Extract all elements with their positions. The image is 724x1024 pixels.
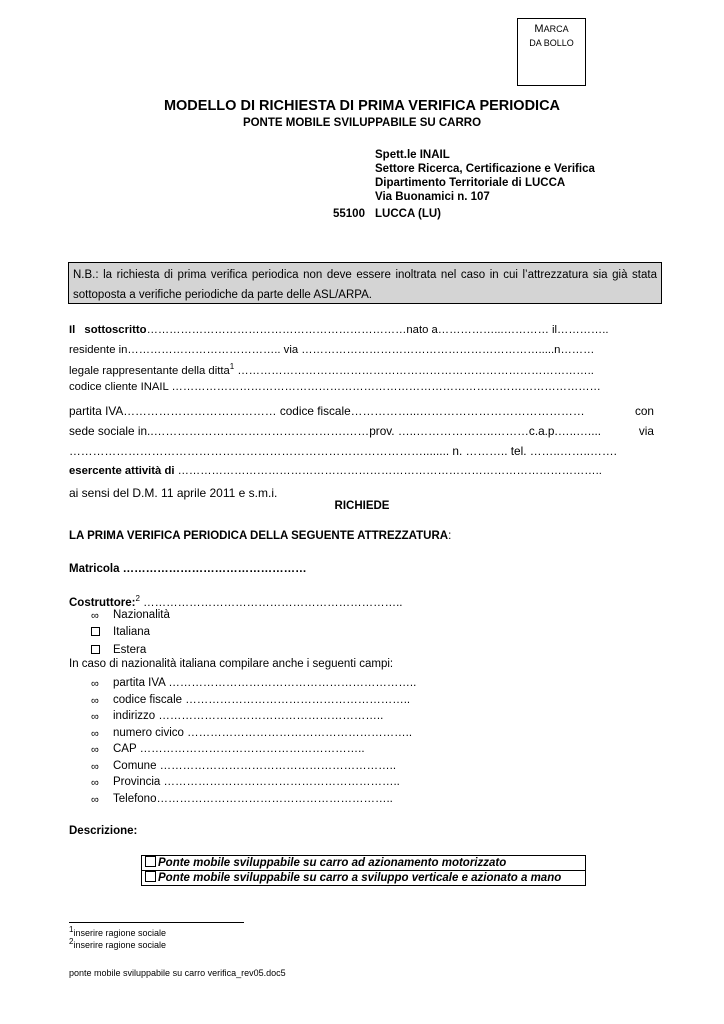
address-cap: 55100 [333, 208, 365, 220]
address-line3: Dipartimento Territoriale di LUCCA [375, 177, 566, 189]
footnote-divider [69, 922, 244, 923]
costruttore-field[interactable]: ………………………………………………………….. [139, 596, 403, 609]
ai-sensi-text: ai sensi del D.M. 11 aprile 2011 e s.m.i. [69, 486, 278, 500]
sottoscritto-field[interactable]: ……………………………………………………………nato a……………...………… il………….. [146, 324, 609, 336]
legale-label: legale rappresentante della ditta [69, 364, 230, 377]
prima-verifica-heading: LA PRIMA VERIFICA PERIODICA DELLA SEGUENTE ATTREZZATURA [69, 530, 449, 542]
legale-field[interactable]: ………………………………………………………………………………….. [234, 364, 594, 377]
manufacturer-field[interactable]: numero civico ………………………………………………….. [113, 727, 413, 739]
bullet-icon: ∞ [91, 678, 99, 690]
footnote-ref-1: 1 [229, 362, 235, 371]
option-motorizzato[interactable] [141, 855, 586, 871]
sede-line[interactable] [69, 424, 654, 438]
checkbox-icon[interactable] [91, 645, 100, 654]
via-field[interactable]: ………………………………………………………………………………........ n. ……….. tel. ……..……..……. [69, 444, 617, 458]
option-manuale[interactable] [141, 870, 586, 886]
footnote-num: 2 [69, 937, 74, 946]
address-line2: Settore Ricerca, Certificazione e Verifica [375, 163, 595, 175]
esercente-label: esercente attività di [69, 465, 175, 477]
sottoscritto-label: Il sottoscritto [69, 324, 147, 336]
richiede-heading: RICHIEDE [334, 500, 390, 512]
manufacturer-field[interactable]: codice fiscale ………………………………………………….. [113, 694, 411, 706]
address-line4: Via Buonamici n. 107 [375, 191, 490, 203]
sede-field[interactable]: sede sociale in..………………………………………….……prov. …..………………..………c.a.p.…..….... [69, 424, 602, 438]
estera-label: Estera [113, 644, 147, 656]
prima-verifica-colon: : [448, 530, 452, 542]
document-title: MODELLO DI RICHIESTA DI PRIMA VERIFICA PERIODICA [163, 98, 561, 114]
footnote-text: inserire ragione sociale [73, 928, 167, 938]
italian-note: In caso di nazionalità italiana compilare anche i seguenti campi: [69, 658, 394, 670]
bullet-icon: ∞ [91, 695, 99, 707]
document-subtitle: PONTE MOBILE SVILUPPABILE SU CARRO [242, 117, 482, 129]
bullet-icon: ∞ [91, 794, 99, 806]
piva-con: con [634, 404, 654, 418]
stamp-line2: DA BOLLO [529, 38, 574, 48]
bullet-icon: ∞ [91, 728, 99, 740]
costruttore-label: Costruttore: [69, 596, 136, 609]
file-name: ponte mobile sviluppabile su carro verifica_rev05.doc5 [69, 968, 286, 978]
italiana-checkbox[interactable] [91, 627, 100, 639]
codice-cliente-field[interactable]: codice cliente INAIL …………………………………………………………………………………………………… [69, 381, 601, 393]
manufacturer-field[interactable]: partita IVA ……………………………………………………….. [113, 677, 417, 689]
descrizione-label: Descrizione: [69, 825, 138, 837]
checkbox-icon[interactable] [91, 627, 100, 636]
manufacturer-field[interactable]: CAP ………………………………………………….. [113, 743, 365, 755]
nb-note: N.B.: la richiesta di prima verifica periodica non deve essere inoltrata nel caso in cui l’attrezzatura sia già stata sottoposta a verifiche periodiche da parte delle ASL/ARPA. [68, 262, 662, 304]
costruttore-line [69, 594, 403, 609]
footnote-text: inserire ragione sociale [73, 940, 167, 950]
bullet-icon: ∞ [91, 777, 99, 789]
matricola-field[interactable]: Matricola ………………………………………… [69, 563, 307, 575]
address-line1: Spett.le INAIL [375, 149, 450, 161]
option-manuale-label: Ponte mobile sviluppabile su carro a sviluppo verticale e azionato a mano [158, 872, 562, 884]
sottoscritto-line [69, 324, 609, 336]
bullet-icon: ∞ [91, 761, 99, 773]
stamp-rest: ARCA [543, 24, 569, 34]
footnote-2 [69, 937, 166, 950]
stamp-cap: M [534, 23, 544, 35]
legale-line [69, 362, 594, 377]
italiana-label: Italiana [113, 626, 151, 638]
estera-checkbox[interactable] [91, 645, 100, 657]
residente-field[interactable]: residente in………………………………….. via ……………………………………………………….....n……… [69, 344, 595, 356]
nazionalita-label: Nazionalità [113, 609, 170, 621]
sede-via: via [638, 424, 654, 438]
option-motorizzato-label: Ponte mobile sviluppabile su carro ad azionamento motorizzato [158, 857, 507, 869]
footnote-num: 1 [69, 925, 74, 934]
checkbox-icon[interactable] [145, 856, 156, 867]
checkbox-icon[interactable] [145, 871, 156, 882]
bullet-icon: ∞ [91, 744, 99, 756]
manufacturer-field[interactable]: Comune …………………………………………………….. [113, 760, 397, 772]
esercente-line [69, 465, 602, 477]
prima-verifica-line [69, 530, 451, 542]
footnote-ref-2: 2 [135, 594, 140, 603]
esercente-field[interactable]: ………………………………………………………………………………………………….. [174, 465, 602, 477]
manufacturer-field[interactable]: indirizzo ………………………………………………….. [113, 710, 384, 722]
piva-field[interactable]: partita IVA………………………………… codice fiscale……………...…………………………………… [69, 404, 585, 418]
marca-da-bollo-box [517, 18, 586, 86]
manufacturer-field[interactable]: Provincia …………………………………………………….. [113, 776, 400, 788]
bullet-icon: ∞ [91, 610, 99, 622]
piva-line[interactable] [69, 404, 654, 418]
address-city: LUCCA (LU) [375, 208, 442, 220]
manufacturer-field[interactable]: Telefono…………………………………………………….. [113, 793, 393, 805]
bullet-icon: ∞ [91, 711, 99, 723]
